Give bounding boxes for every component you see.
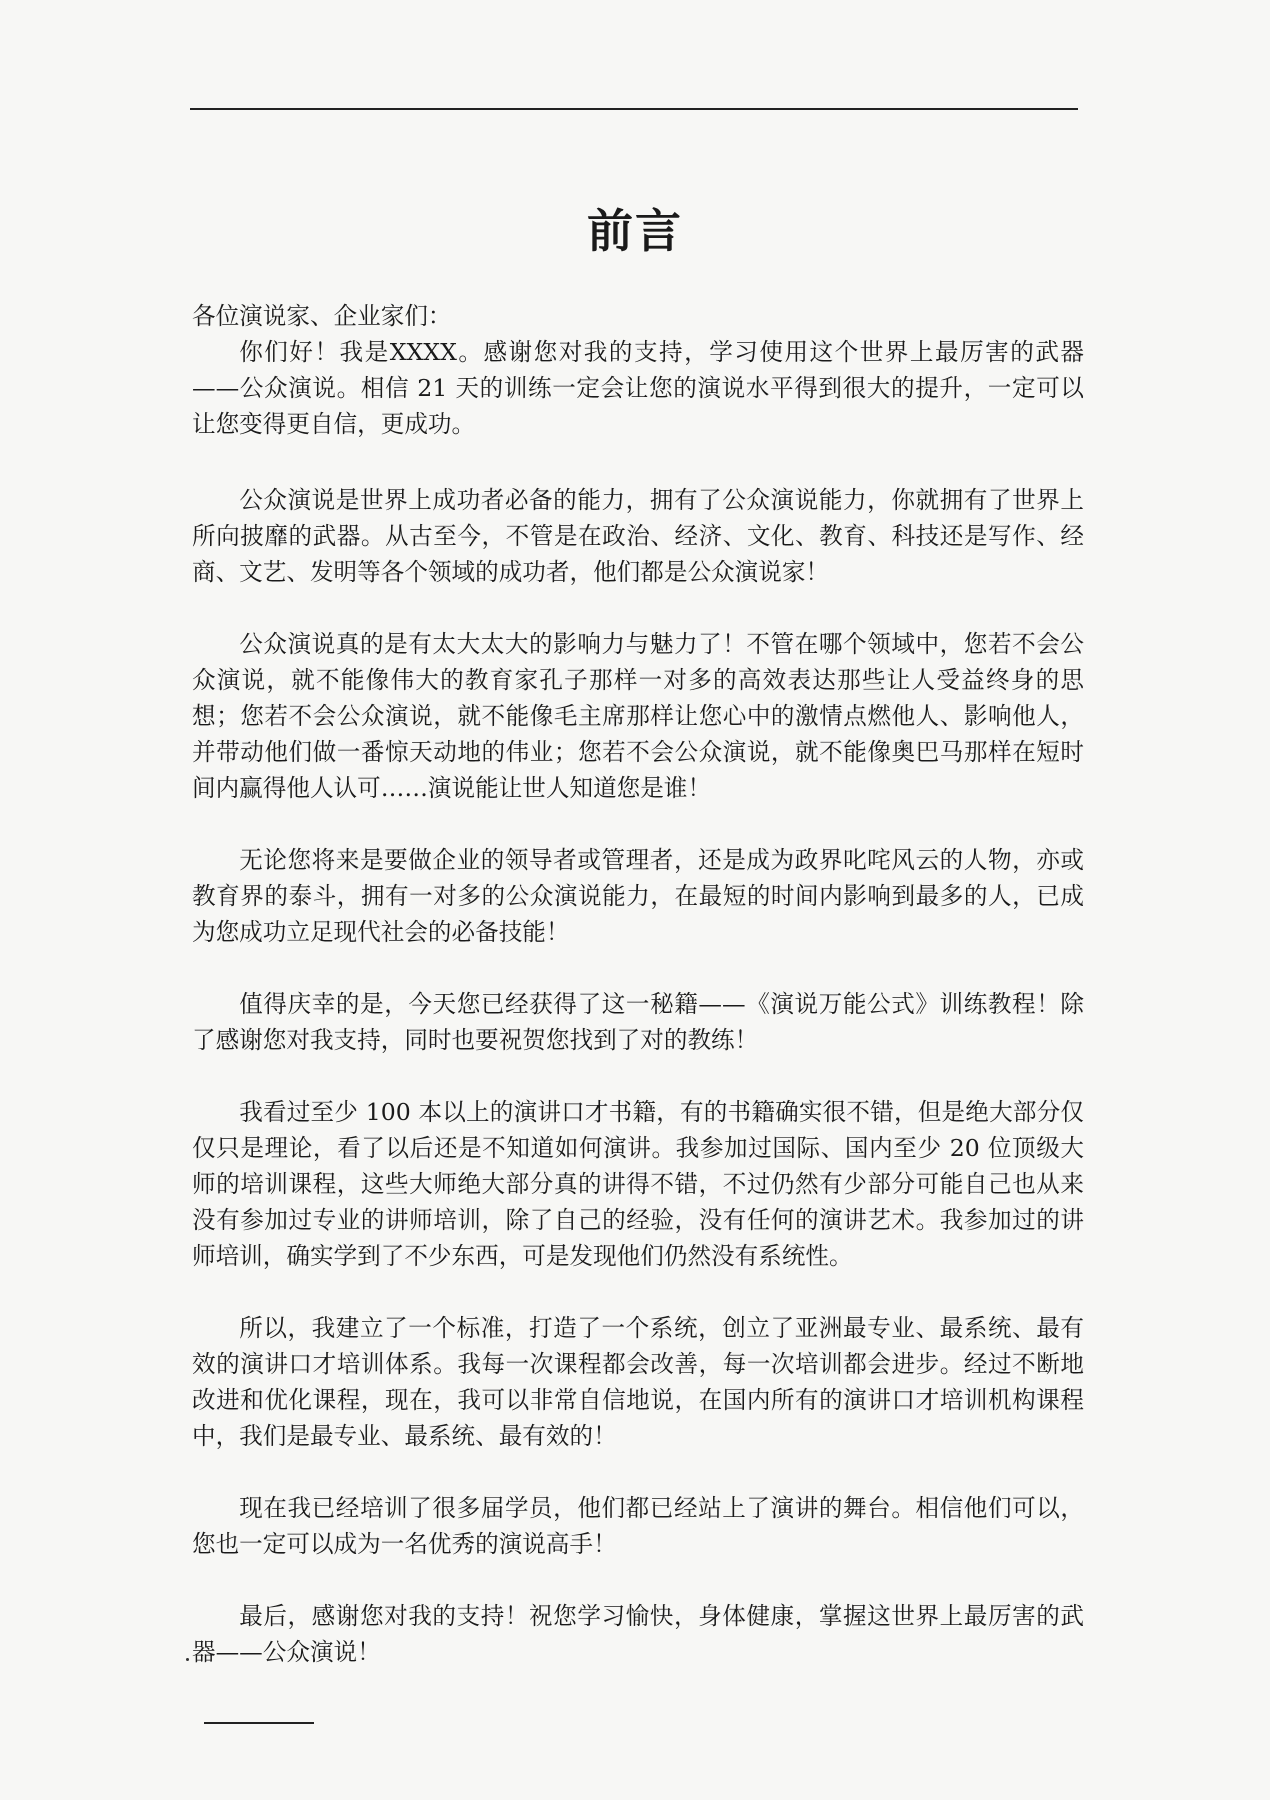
preface-body [192, 298, 1084, 1706]
paragraph-5: 值得庆幸的是，今天您已经获得了这一秘籍——《演说万能公式》训练教程！除了感谢您对我支持，同时也要祝贺您找到了对的教练！ [192, 990, 1084, 1054]
paragraph-6: 我看过至少 100 本以上的演讲口才书籍，有的书籍确实很不错，但是绝大部分仅仅只是理论，看了以后还是不知道如何演讲。我参加过国际、国内至少 20 位顶级大师的培训课程，这些大师绝大部分真的讲得不错，不过仍然有少部分可能自己也从来没有参加过专业的讲师培训，除了自己的经验，没有任何的演讲艺术。我参加过的讲师培训，确实学到了不少东西，可是发现他们仍然没有系统性。 [192, 1098, 1084, 1270]
paragraph-8: 现在我已经培训了很多届学员，他们都已经站上了演讲的舞台。相信他们可以，您也一定可以成为一名优秀的演说高手！ [192, 1494, 1084, 1558]
paragraph-7: 所以，我建立了一个标准，打造了一个系统，创立了亚洲最专业、最系统、最有效的演讲口才培训体系。我每一次课程都会改善，每一次培训都会进步。经过不断地改进和优化课程，现在，我可以非常自信地说，在国内所有的演讲口才培训机构课程中，我们是最专业、最系统、最有效的！ [192, 1314, 1084, 1450]
greeting: 各位演说家、企业家们： [192, 302, 452, 330]
header-rule [190, 108, 1078, 110]
scan-speck [186, 1658, 189, 1661]
paragraph-2: 公众演说是世界上成功者必备的能力，拥有了公众演说能力，你就拥有了世界上所向披靡的武器。从古至今，不管是在政治、经济、文化、教育、科技还是写作、经商、文艺、发明等各个领域的成功者，他们都是公众演说家！ [192, 486, 1084, 586]
paragraph-9: 最后，感谢您对我的支持！祝您学习愉快，身体健康，掌握这世界上最厉害的武器——公众演说！ [192, 1602, 1084, 1666]
page-title: 前言 [587, 203, 683, 258]
paragraph-3: 公众演说真的是有太大太大的影响力与魅力了！不管在哪个领域中，您若不会公众演说，就不能像伟大的教育家孔子那样一对多的高效表达那些让人受益终身的思想；您若不会公众演说，就不能像毛主席那样让您心中的激情点燃他人、影响他人，并带动他们做一番惊天动地的伟业；您若不会公众演说，就不能像奥巴马那样在短时间内赢得他人认可……演说能让世人知道您是谁！ [192, 630, 1084, 802]
footnote-rule [204, 1722, 314, 1724]
paragraph-1: 你们好！我是XXXX。感谢您对我的支持，学习使用这个世界上最厉害的武器——公众演说。相信 21 天的训练一定会让您的演说水平得到很大的提升，一定可以让您变得更自信，更成功。 [192, 338, 1084, 438]
paragraph-4: 无论您将来是要做企业的领导者或管理者，还是成为政界叱咤风云的人物，亦或教育界的泰斗，拥有一对多的公众演说能力，在最短的时间内影响到最多的人，已成为您成功立足现代社会的必备技能！ [192, 846, 1084, 946]
